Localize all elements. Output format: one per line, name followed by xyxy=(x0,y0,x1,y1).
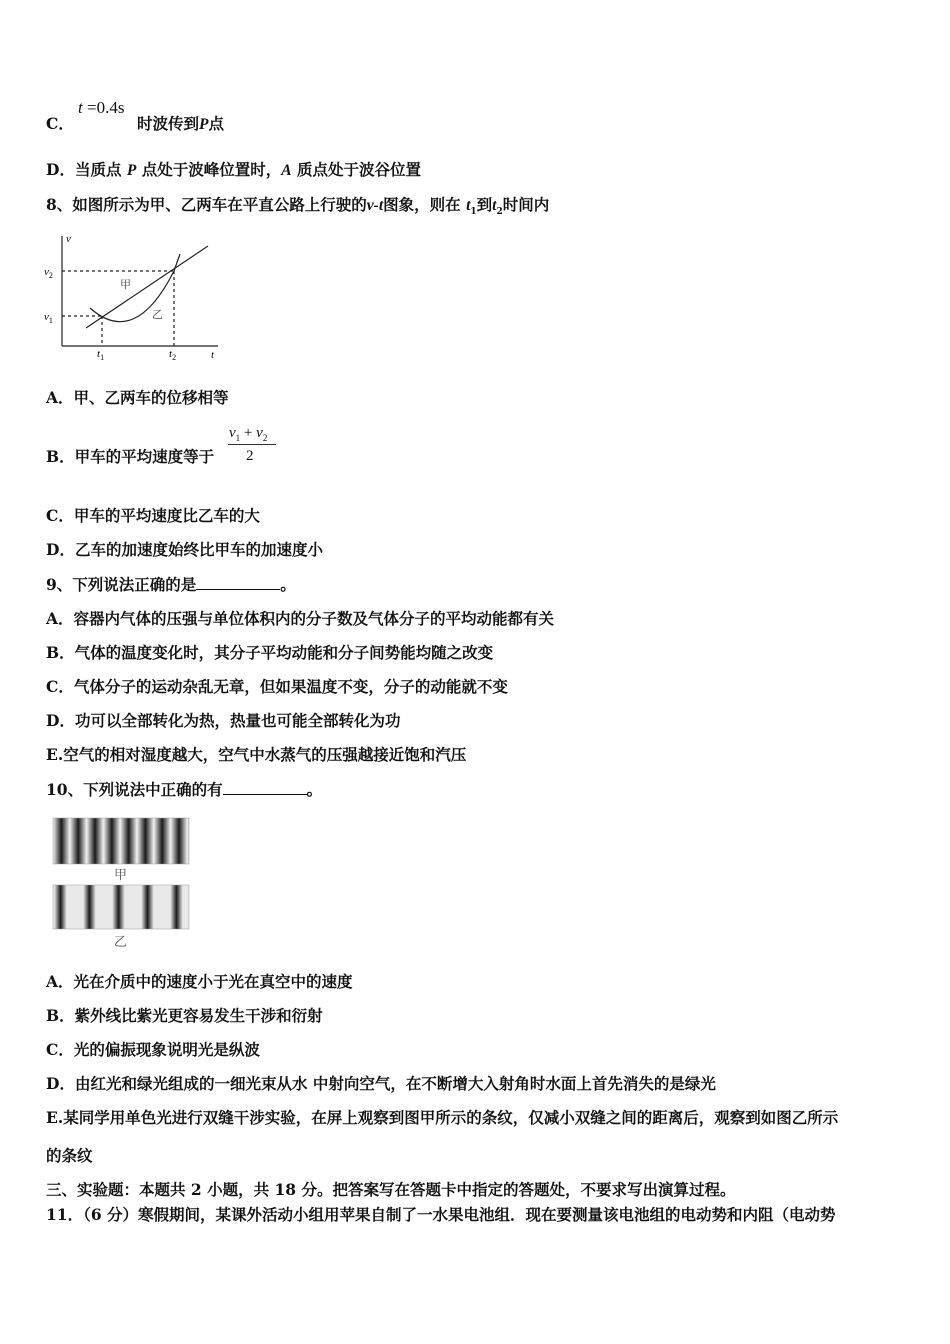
q7-option-d xyxy=(46,160,421,181)
yi-label: 乙 xyxy=(152,309,163,321)
q8-option-d xyxy=(46,540,323,560)
text: 到 xyxy=(476,195,493,214)
text: A．容器内气体的压强与单位体积内的分子数及气体分子的平均动能都有关 xyxy=(46,609,555,628)
fig-yi-label: 乙 xyxy=(114,934,128,949)
v1-label: $v_1$ xyxy=(44,311,53,325)
q10-option-a xyxy=(46,972,353,992)
var-p: P xyxy=(126,162,137,179)
q9-option-a xyxy=(46,609,554,629)
text: A．光在介质中的速度小于光在真空中的速度 xyxy=(46,972,353,991)
q8-option-c xyxy=(46,506,260,526)
q8-option-b xyxy=(46,447,214,467)
q9-option-e xyxy=(46,745,466,765)
fraction-numerator xyxy=(229,425,267,443)
text: C．甲车的平均速度比乙车的大 xyxy=(46,506,260,525)
t1-subscript: 1 xyxy=(470,207,477,218)
vt-graph xyxy=(40,226,230,366)
q11-stem xyxy=(46,1205,836,1225)
text: 三、实验题：本题共 2 小题，共 18 分。把答案写在答题卡中指定的答题处，不要求写出演算过程。 xyxy=(46,1180,736,1199)
plus-sign: + xyxy=(243,425,253,441)
text: C．光的偏振现象说明光是纵波 xyxy=(46,1040,260,1059)
v2-symbol: v xyxy=(256,425,263,441)
line-jia xyxy=(86,246,208,328)
jia-label: 甲 xyxy=(120,279,131,291)
formula-t: t xyxy=(78,98,83,117)
q10-option-e xyxy=(46,1108,838,1128)
text: A．甲、乙两车的位移相等 xyxy=(46,388,229,407)
v2-label: $v_2$ xyxy=(44,266,53,280)
text: 的条纹 xyxy=(46,1146,93,1165)
var-p: P xyxy=(199,116,209,133)
v1-subscript: 1 xyxy=(235,433,241,443)
q10-option-e-cont xyxy=(46,1146,93,1166)
t2-label: $t_2$ xyxy=(169,348,177,362)
text: 时波传到 xyxy=(137,114,200,133)
text: B．甲车的平均速度等于 xyxy=(46,447,215,466)
q9-stem xyxy=(46,575,296,595)
q8-stem xyxy=(46,195,549,222)
q9-option-d xyxy=(46,711,400,731)
q7-option-c-text xyxy=(137,114,224,135)
text: 点 xyxy=(208,114,224,133)
text: 质点处于波谷位置 xyxy=(297,160,422,179)
text: D．当质点 xyxy=(46,160,122,179)
q10-stem xyxy=(46,780,322,800)
answer-blank xyxy=(196,575,280,590)
text: 10、下列说法中正确的有 xyxy=(46,780,223,799)
text: 8、如图所示为甲、乙两车在平直公路上行驶的 xyxy=(46,195,367,214)
text: 9、下列说法正确的是 xyxy=(46,575,197,594)
curve-yi xyxy=(90,254,180,322)
text: 11．（6 分）寒假期间，某课外活动小组用苹果自制了一水果电池组．现在要测量该电池组的电动势和内阻（电动势 xyxy=(46,1205,836,1224)
fringe-pattern-yi xyxy=(53,885,189,929)
vt-symbol: v-t xyxy=(366,197,384,214)
text: B．紫外线比紫光更容易发生干涉和衍射 xyxy=(46,1006,323,1025)
v2-subscript: 2 xyxy=(262,433,268,443)
t2-symbol: t xyxy=(492,197,497,214)
t1-label: $t_1$ xyxy=(97,348,105,362)
q7-option-c-formula xyxy=(78,98,124,118)
v-axis-label: v xyxy=(66,233,71,245)
text: 。 xyxy=(280,575,296,594)
interference-figure xyxy=(50,815,192,955)
text: E.空气的相对湿度越大，空气中水蒸气的压强越接近饱和汽压 xyxy=(46,745,467,764)
q10-option-b xyxy=(46,1006,323,1026)
q7-option-c xyxy=(46,114,74,134)
text: 时间内 xyxy=(502,195,550,214)
text: 图象，则在 xyxy=(383,195,461,214)
text: C．气体分子的运动杂乱无章，但如果温度不变，分子的动能就不变 xyxy=(46,677,508,696)
text: 点处于波峰位置时， xyxy=(141,160,282,179)
text: E.某同学用单色光进行双缝干涉实验，在屏上观察到图甲所示的条纹，仅减小双缝之间的距离后，观察到如图乙所示 xyxy=(46,1108,839,1127)
t2-subscript: 2 xyxy=(496,207,503,218)
text: B．气体的温度变化时，其分子平均动能和分子间势能均随之改变 xyxy=(46,643,494,662)
q8-option-a xyxy=(46,388,229,408)
formula-value: =0.4s xyxy=(86,98,125,117)
text: D．由红光和绿光组成的一细光束从水 中射向空气，在不断增大入射角时水面上首先消失的是绿光 xyxy=(46,1074,716,1093)
q10-option-d xyxy=(46,1074,716,1094)
t-axis-label: t xyxy=(211,349,215,361)
fraction-bar xyxy=(228,444,276,445)
q10-option-c xyxy=(46,1040,260,1060)
text: D．乙车的加速度始终比甲车的加速度小 xyxy=(46,540,323,559)
var-a: A xyxy=(281,162,292,179)
text: D．功可以全部转化为热，热量也可能全部转化为功 xyxy=(46,711,401,730)
fig-jia-label: 甲 xyxy=(114,867,128,882)
q9-option-c xyxy=(46,677,508,697)
text: 。 xyxy=(306,780,323,799)
option-label: C． xyxy=(46,114,74,133)
fraction-denominator: 2 xyxy=(246,448,254,464)
section-3-heading xyxy=(46,1180,735,1200)
t1-symbol: t xyxy=(466,197,471,214)
v1-symbol: v xyxy=(229,425,236,441)
fringe-pattern-jia xyxy=(53,818,189,864)
answer-blank xyxy=(223,780,307,795)
q9-option-b xyxy=(46,643,493,663)
